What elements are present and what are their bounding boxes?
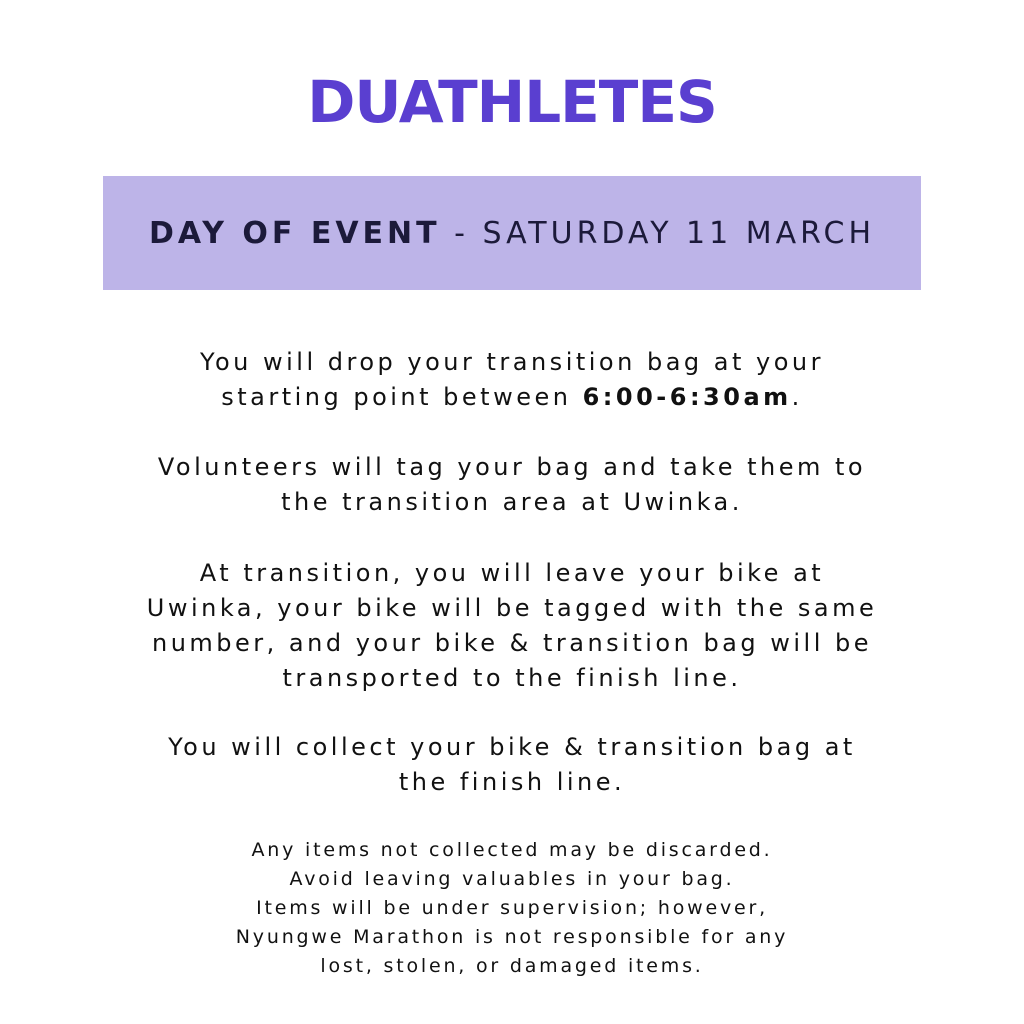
disclaimer [110, 836, 914, 981]
collection-paragraph [60, 730, 964, 800]
paragraph-line: the finish line. [398, 768, 626, 796]
paragraph-line: Uwinka, your bike will be tagged with the same [146, 594, 878, 622]
drop-off-time: 6:00-6:30am [582, 383, 792, 411]
paragraph-line: number, and your bike & transition bag will be [151, 629, 873, 657]
paragraph-text: starting point between [221, 383, 583, 411]
disclaimer-line: lost, stolen, or damaged items. [320, 955, 704, 977]
disclaimer-line: Nyungwe Marathon is not responsible for any [235, 926, 789, 948]
disclaimer-line: Avoid leaving valuables in your bag. [289, 868, 735, 890]
drop-off-paragraph [60, 345, 964, 415]
paragraph-text: . [791, 383, 803, 411]
paragraph-line [60, 380, 964, 415]
paragraph-line: transported to the finish line. [282, 664, 742, 692]
tagging-paragraph [60, 450, 964, 520]
paragraph-line: At transition, you will leave your bike at [199, 559, 825, 587]
disclaimer-line: Items will be under supervision; however, [256, 897, 768, 919]
transition-paragraph [60, 556, 964, 696]
disclaimer-line: Any items not collected may be discarded. [251, 839, 773, 861]
page-title: DUATHLETES [307, 68, 717, 136]
banner-text [149, 216, 875, 251]
banner-date: - SATURDAY 11 MARCH [440, 215, 876, 251]
paragraph-line: the transition area at Uwinka. [281, 488, 743, 516]
paragraph-line: Volunteers will tag your bag and take them to [157, 453, 867, 481]
banner-label: DAY OF EVENT [148, 215, 441, 251]
event-date-banner [103, 176, 921, 290]
paragraph-line: You will collect your bike & transition bag at [168, 733, 856, 761]
paragraph-line: You will drop your transition bag at your [200, 348, 824, 376]
